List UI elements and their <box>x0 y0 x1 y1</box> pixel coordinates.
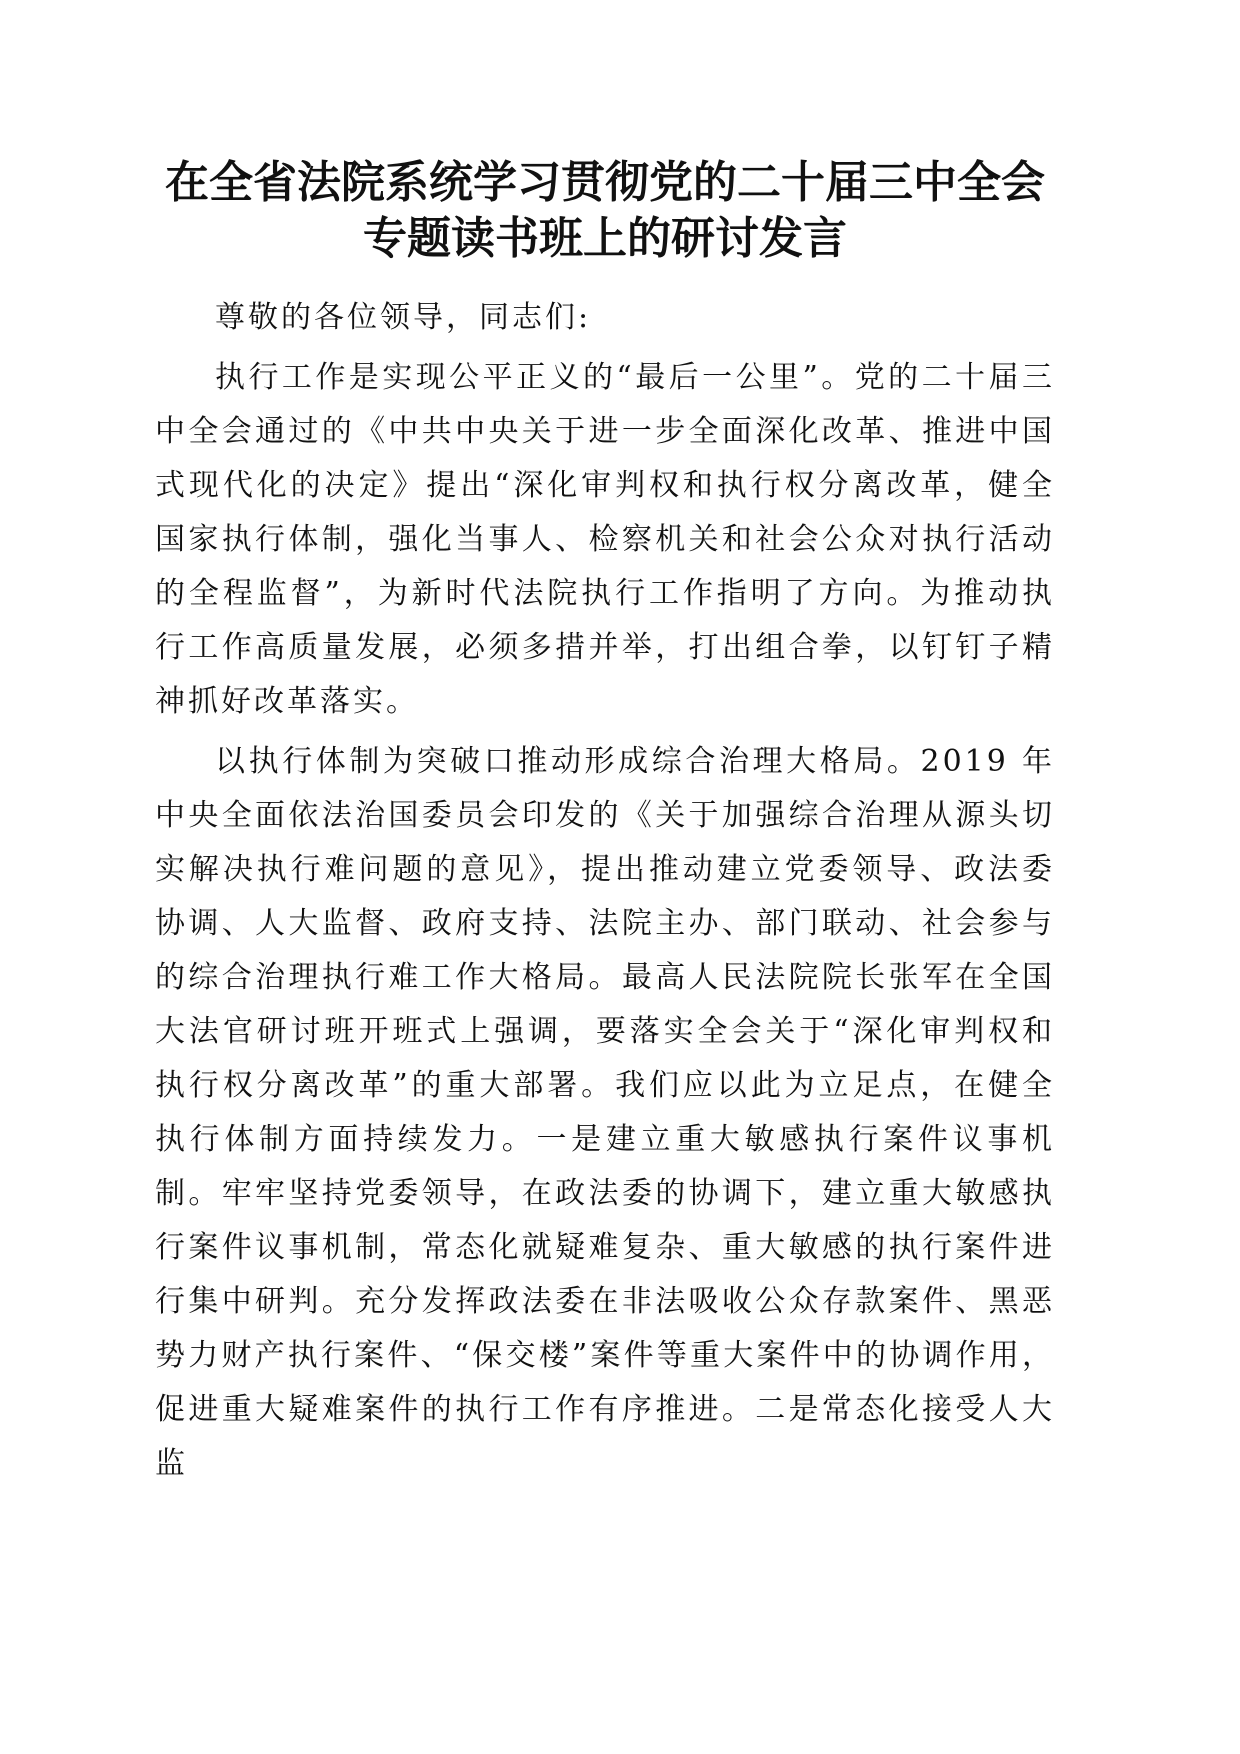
title-line-1: 在全省法院系统学习贯彻党的二十届三中全会 <box>165 157 1045 208</box>
salutation: 尊敬的各位领导，同志们: <box>215 300 592 335</box>
title-line-2: 专题读书班上的研讨发言 <box>363 213 847 264</box>
document-title <box>155 155 1055 267</box>
document-page <box>155 155 1055 1491</box>
paragraph-intro: 执行工作是实现公平正义的“最后一公里”。党的二十届三中全会通过的《中共中央关于进一步全面深化改革、推进中国式现代化的决定》提出“深化审判权和执行权分离改革，健全国家执行体制，强化当事人、检察机关和社会公众对执行活动的全程监督”，为新时代法院执行工作指明了方向。为推动执行工作高质量发展，必须多措并举，打出组合拳，以钉钉子精神抓好改革落实。 <box>155 360 1055 719</box>
paragraph-execution-system: 以执行体制为突破口推动形成综合治理大格局。2019 年中央全面依法治国委员会印发的《关于加强综合治理从源头切实解决执行难问题的意见》，提出推动建立党委领导、政法委协调、人大监督、政府支持、法院主办、部门联动、社会参与的综合治理执行难工作大格局。最高人民法院院长张军在全国大法官研讨班开班式上强调，要落实全会关于“深化审判权和执行权分离改革”的重大部署。我们应以此为立足点，在健全执行体制方面持续发力。一是建立重大敏感执行案件议事机制。牢牢坚持党委领导，在政法委的协调下，建立重大敏感执行案件议事机制，常态化就疑难复杂、重大敏感的执行案件进行集中研判。充分发挥政法委在非法吸收公众存款案件、黑恶势力财产执行案件、“保交楼”案件等重大案件中的协调作用，促进重大疑难案件的执行工作有序推进。二是常态化接受人大监 <box>155 744 1055 1481</box>
